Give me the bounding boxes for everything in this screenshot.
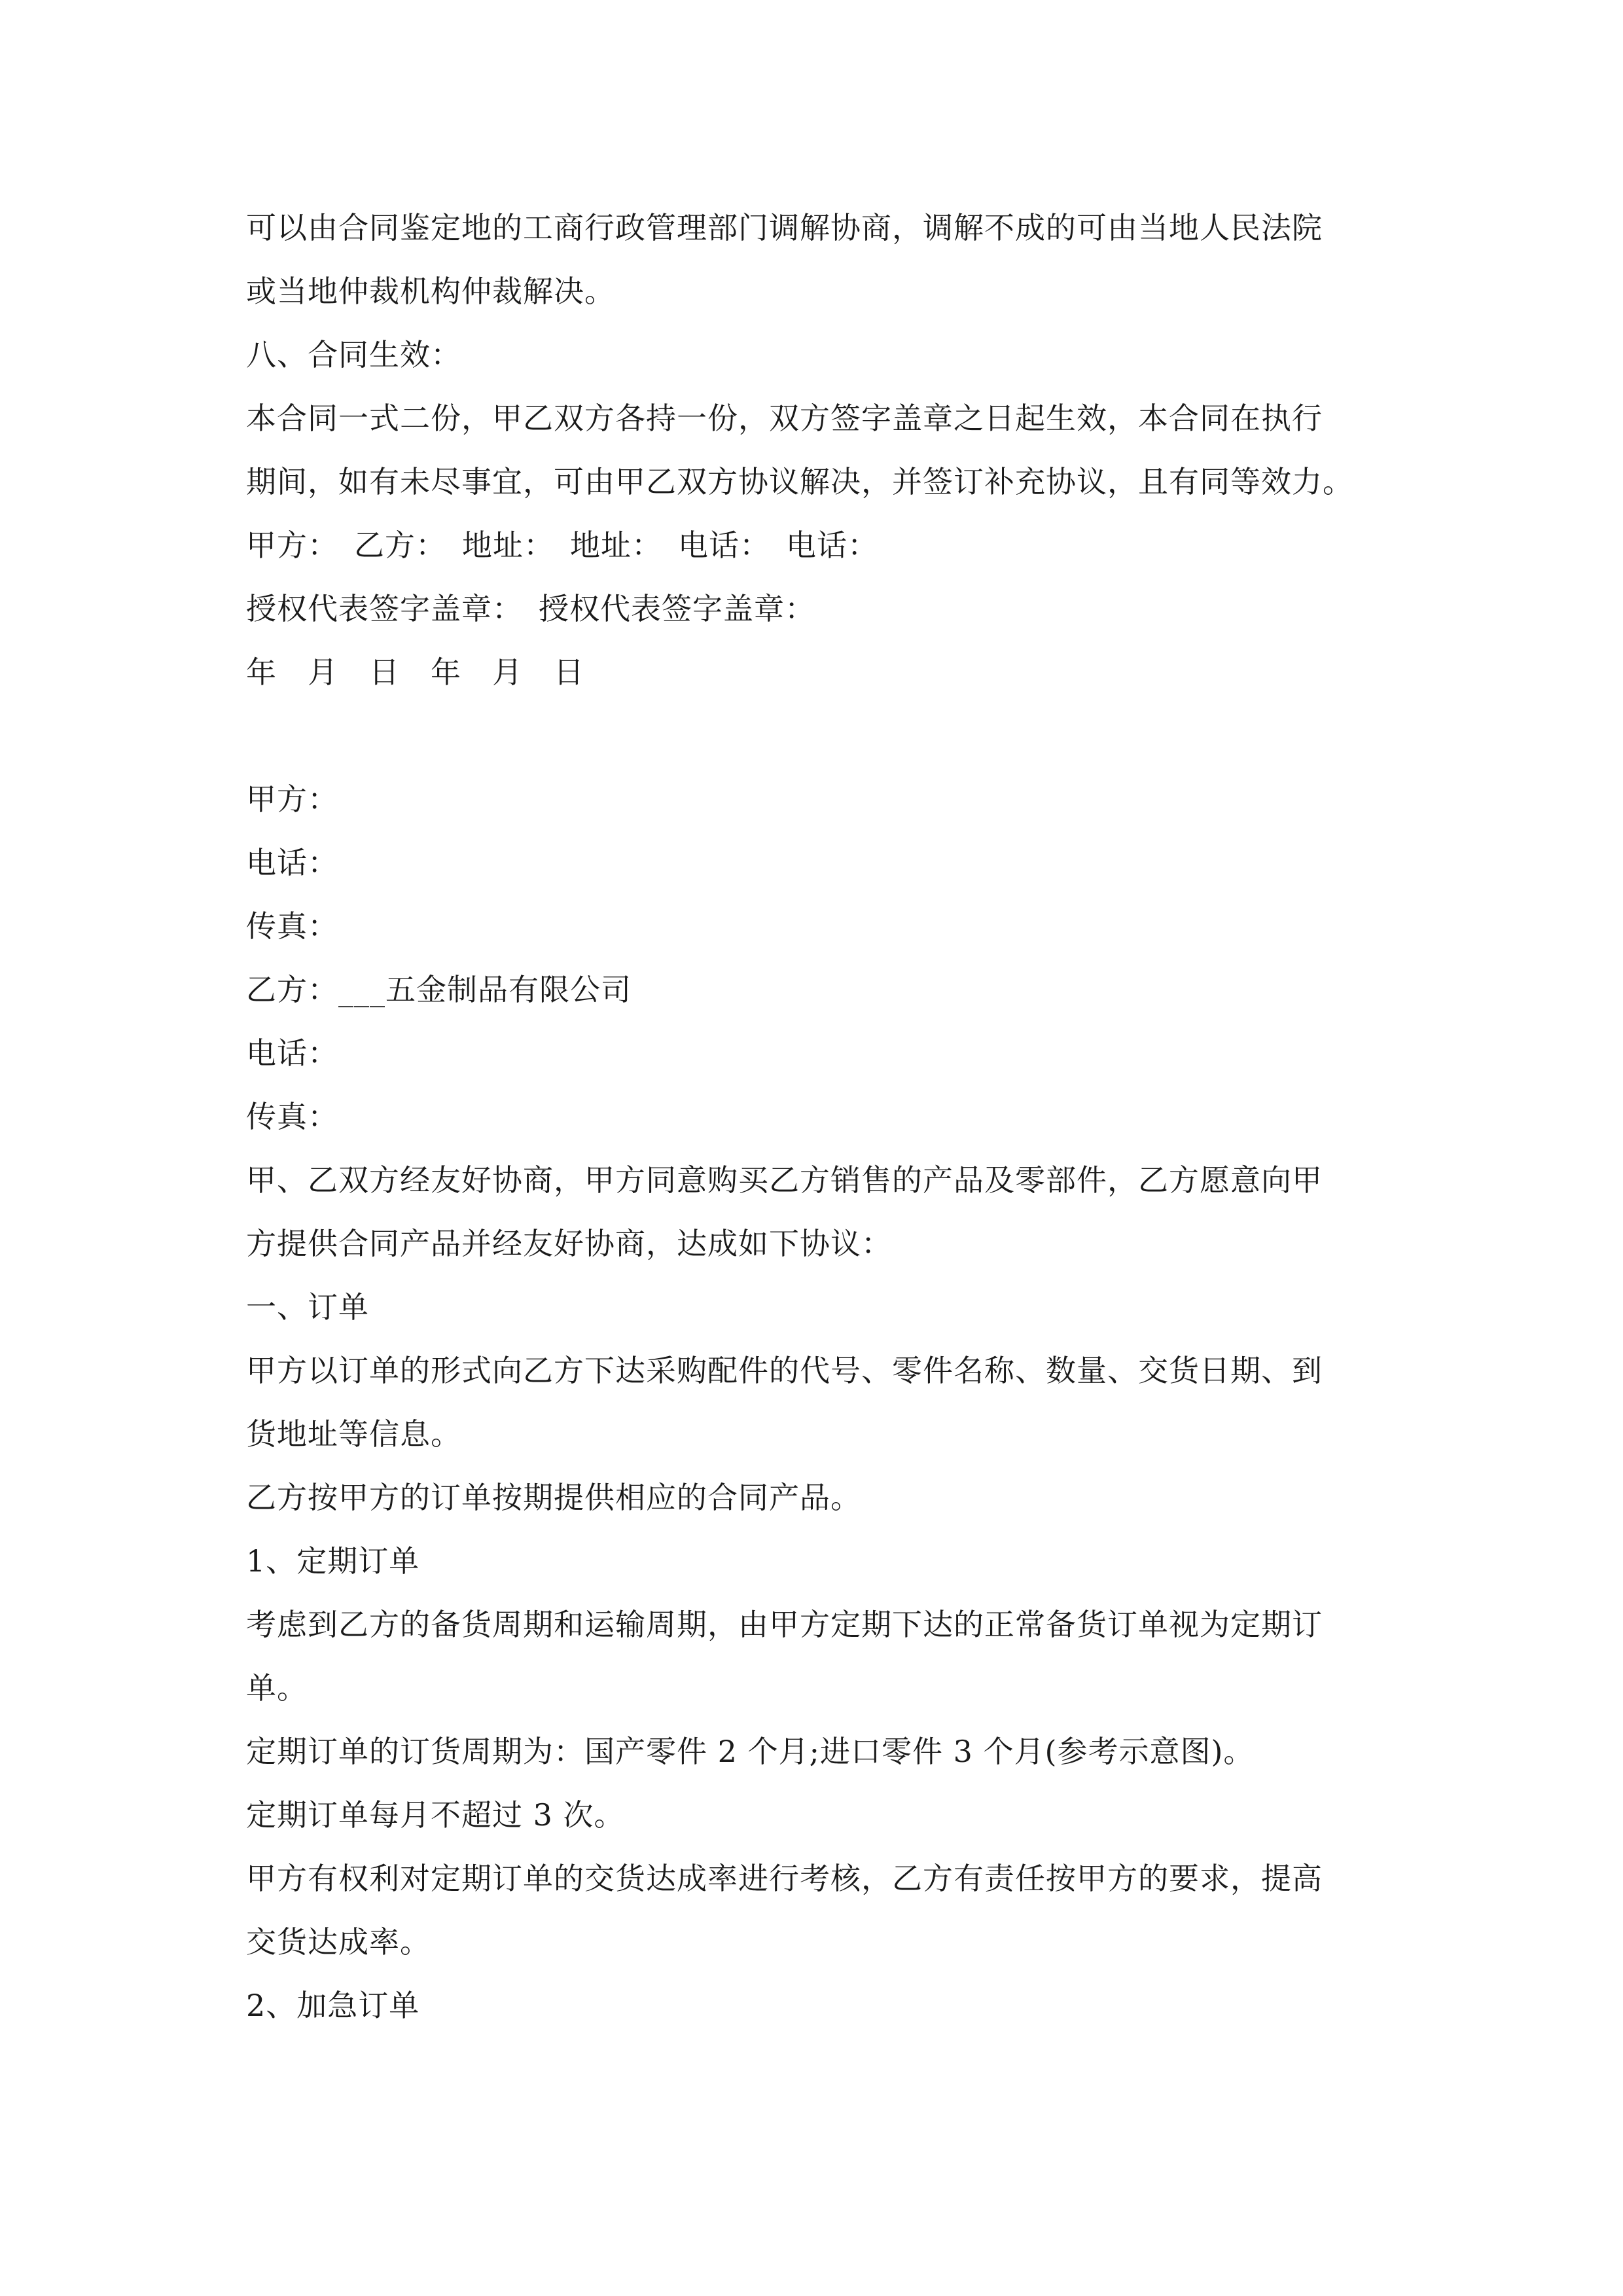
paragraph-line: 期间，如有未尽事宜，可由甲乙双方协议解决，并签订补充协议，且有同等效力。 <box>246 464 1353 499</box>
party-a-label: 甲方： <box>246 781 338 817</box>
blank-gap <box>246 704 1382 768</box>
party-b-fax: 传真： <box>246 1099 338 1134</box>
party-b-phone: 电话： <box>246 1035 338 1071</box>
paragraph-line: 货地址等信息。 <box>246 1416 461 1452</box>
paragraph-line: 甲方有权利对定期订单的交货达成率进行考核，乙方有责任按甲方的要求，提高 <box>246 1861 1323 1896</box>
section-heading: 八、合同生效： <box>246 337 461 372</box>
paragraph-line: 或当地仲裁机构仲裁解决。 <box>246 274 615 309</box>
paragraph-line: 可以由合同鉴定地的工商行政管理部门调解协商，调解不成的可由当地人民法院 <box>246 210 1323 245</box>
date-line: 年 月 日 年 月 日 <box>246 655 584 690</box>
paragraph-line: 定期订单每月不超过 3 次。 <box>246 1797 625 1833</box>
paragraph-line: 乙方按甲方的订单按期提供相应的合同产品。 <box>246 1480 861 1515</box>
signature-stamp-line: 授权代表签字盖章： 授权代表签字盖章： <box>246 591 815 626</box>
party-a-fax: 传真： <box>246 908 338 944</box>
document-body <box>246 196 1382 2037</box>
paragraph-line: 本合同一式二份，甲乙双方各持一份，双方签字盖章之日起生效，本合同在执行 <box>246 401 1323 436</box>
paragraph-line: 单。 <box>246 1670 308 1706</box>
signature-fields-line: 甲方： 乙方： 地址： 地址： 电话： 电话： <box>246 528 878 563</box>
party-b-label: 乙方：___五金制品有限公司 <box>246 972 632 1007</box>
section-heading: 一、订单 <box>246 1289 369 1325</box>
paragraph-line: 甲方以订单的形式向乙方下达采购配件的代号、零件名称、数量、交货日期、到 <box>246 1353 1323 1388</box>
paragraph-line: 考虑到乙方的备货周期和运输周期，由甲方定期下达的正常备货订单视为定期订 <box>246 1607 1323 1642</box>
paragraph-line: 定期订单的订货周期为：国产零件 2 个月;进口零件 3 个月(参考示意图)。 <box>246 1734 1255 1769</box>
paragraph-line: 交货达成率。 <box>246 1924 431 1960</box>
paragraph-line: 甲、乙双方经友好协商，甲方同意购买乙方销售的产品及零部件，乙方愿意向甲 <box>246 1162 1323 1198</box>
paragraph-line: 方提供合同产品并经友好协商，达成如下协议： <box>246 1226 892 1261</box>
subsection-heading: 2、加急订单 <box>246 1988 420 2023</box>
party-a-phone: 电话： <box>246 845 338 880</box>
subsection-heading: 1、定期订单 <box>246 1543 420 1579</box>
